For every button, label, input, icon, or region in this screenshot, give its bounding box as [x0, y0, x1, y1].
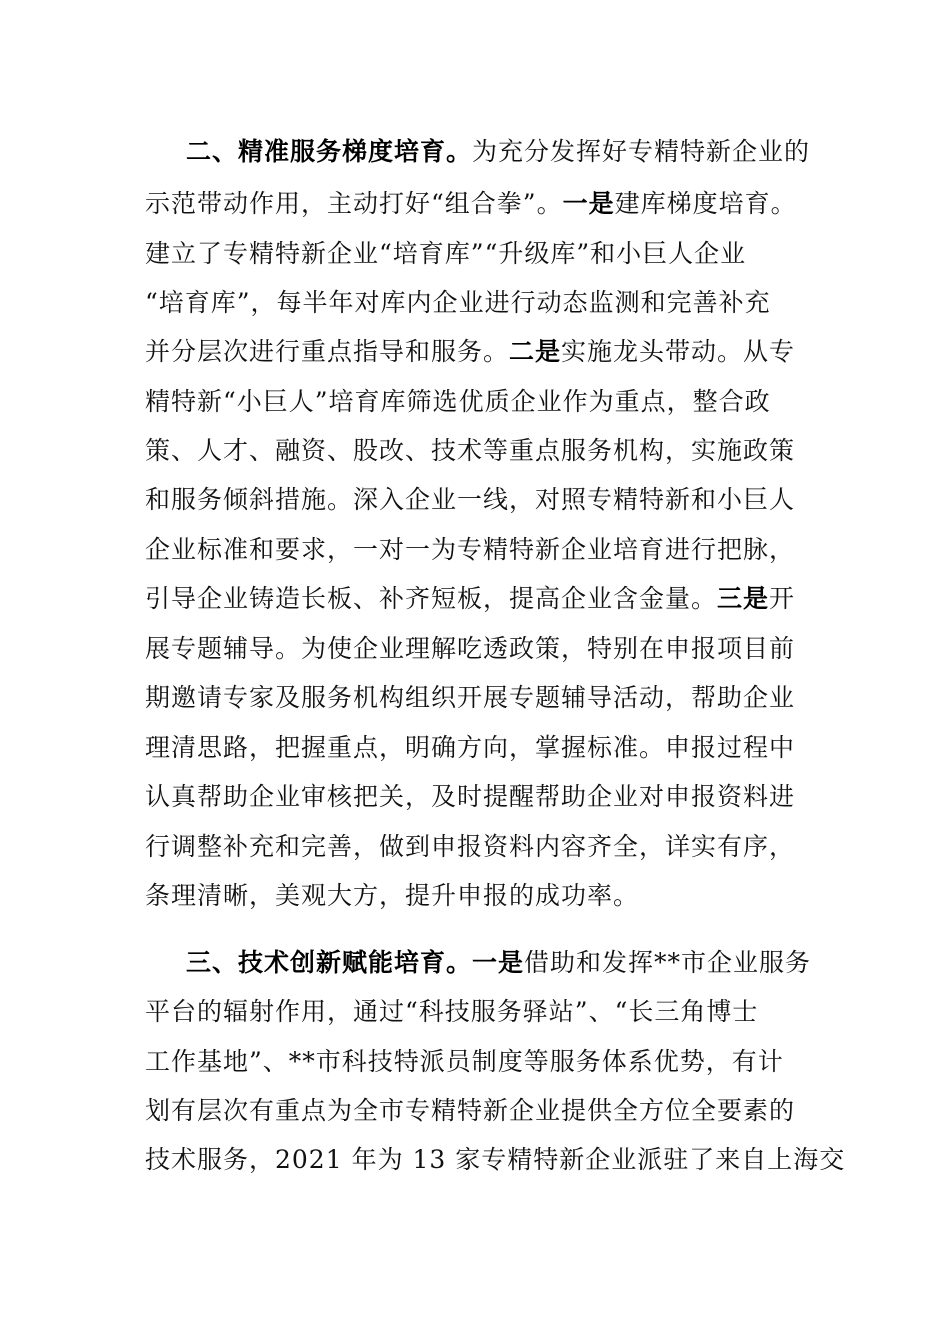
- line-text: 和服务倾斜措施。深入企业一线，对照专精特新和小巨人: [145, 485, 796, 514]
- paragraph-line: [145, 178, 810, 230]
- paragraph-line: [145, 870, 810, 922]
- line-text: 行调整补充和完善，做到申报资料内容齐全，详实有序，: [145, 832, 796, 861]
- paragraph-line: [145, 623, 810, 675]
- line-text: 策、人才、融资、股改、技术等重点服务机构，实施政策: [145, 436, 796, 465]
- section-3-heading: 三、技术创新赋能培育。一是: [186, 948, 525, 977]
- paragraph-line: [145, 771, 810, 823]
- line-text: 实施龙头带动。从专: [561, 337, 796, 366]
- line-text: 工作基地”、**市科技特派员制度等服务体系优势，有计: [145, 1047, 784, 1076]
- line-text: 借助和发挥**市企业服务: [524, 948, 812, 977]
- line-text: 平台的辐射作用，通过“科技服务驿站”、“长三角博士: [145, 997, 759, 1026]
- paragraph-line: [145, 573, 810, 625]
- line-text: 展专题辅导。为使企业理解吃透政策，特别在申报项目前: [145, 634, 796, 663]
- point-three-label: 三是: [717, 584, 770, 613]
- line-text: 划有层次有重点为全市专精特新企业提供全方位全要素的: [145, 1096, 796, 1125]
- line-text: 引导企业铸造长板、补齐短板，提高企业含金量。: [145, 584, 718, 613]
- line-text: 认真帮助企业审核把关，及时提醒帮助企业对申报资料进: [145, 782, 796, 811]
- line-text: “培育库”，每半年对库内企业进行动态监测和完善补充: [145, 288, 771, 317]
- paragraph-line: [145, 722, 810, 774]
- point-two-label: 二是: [509, 337, 562, 366]
- paragraph-line: [145, 228, 810, 280]
- line-text: 企业标准和要求，一对一为专精特新企业培育进行把脉，: [145, 535, 796, 564]
- paragraph-line: [145, 1036, 810, 1088]
- paragraph-line: [145, 277, 810, 329]
- line-text: 建立了专精特新企业“培育库”“升级库”和小巨人企业: [145, 239, 747, 268]
- line-text: 条理清晰，美观大方，提升申报的成功率。: [145, 881, 640, 910]
- paragraph-line: [145, 821, 810, 873]
- line-text: 示范带动作用，主动打好“组合拳”。: [145, 189, 563, 218]
- line-text: 技术服务，2021 年为 13 家专精特新企业派驻了来自上海交: [145, 1145, 846, 1174]
- paragraph-line: [145, 376, 810, 428]
- heading-line-section-3: [186, 937, 810, 989]
- paragraph-line: [145, 1085, 810, 1137]
- line-text: 期邀请专家及服务机构组织开展专题辅导活动，帮助企业: [145, 683, 796, 712]
- paragraph-line: [145, 425, 810, 477]
- line-text: 理清思路，把握重点，明确方向，掌握标准。申报过程中: [145, 733, 796, 762]
- section-2-heading: 二、精准服务梯度培育。: [186, 137, 473, 166]
- line-text: 开: [769, 584, 796, 613]
- line-text: 精特新“小巨人”培育库筛选优质企业作为重点，整合政: [145, 387, 771, 416]
- paragraph-line: [145, 326, 810, 378]
- paragraph-line: [145, 672, 810, 724]
- paragraph-line: [145, 1134, 846, 1186]
- point-one-label: 一是: [562, 189, 615, 218]
- line-text: 建库梯度培育。: [614, 189, 797, 218]
- paragraph-line: [145, 474, 810, 526]
- heading-line-section-2: [186, 126, 810, 178]
- paragraph-line: [145, 986, 810, 1038]
- line-text: 并分层次进行重点指导和服务。: [145, 337, 510, 366]
- paragraph-line: [145, 524, 810, 576]
- line-text: 为充分发挥好专精特新企业的: [472, 137, 811, 166]
